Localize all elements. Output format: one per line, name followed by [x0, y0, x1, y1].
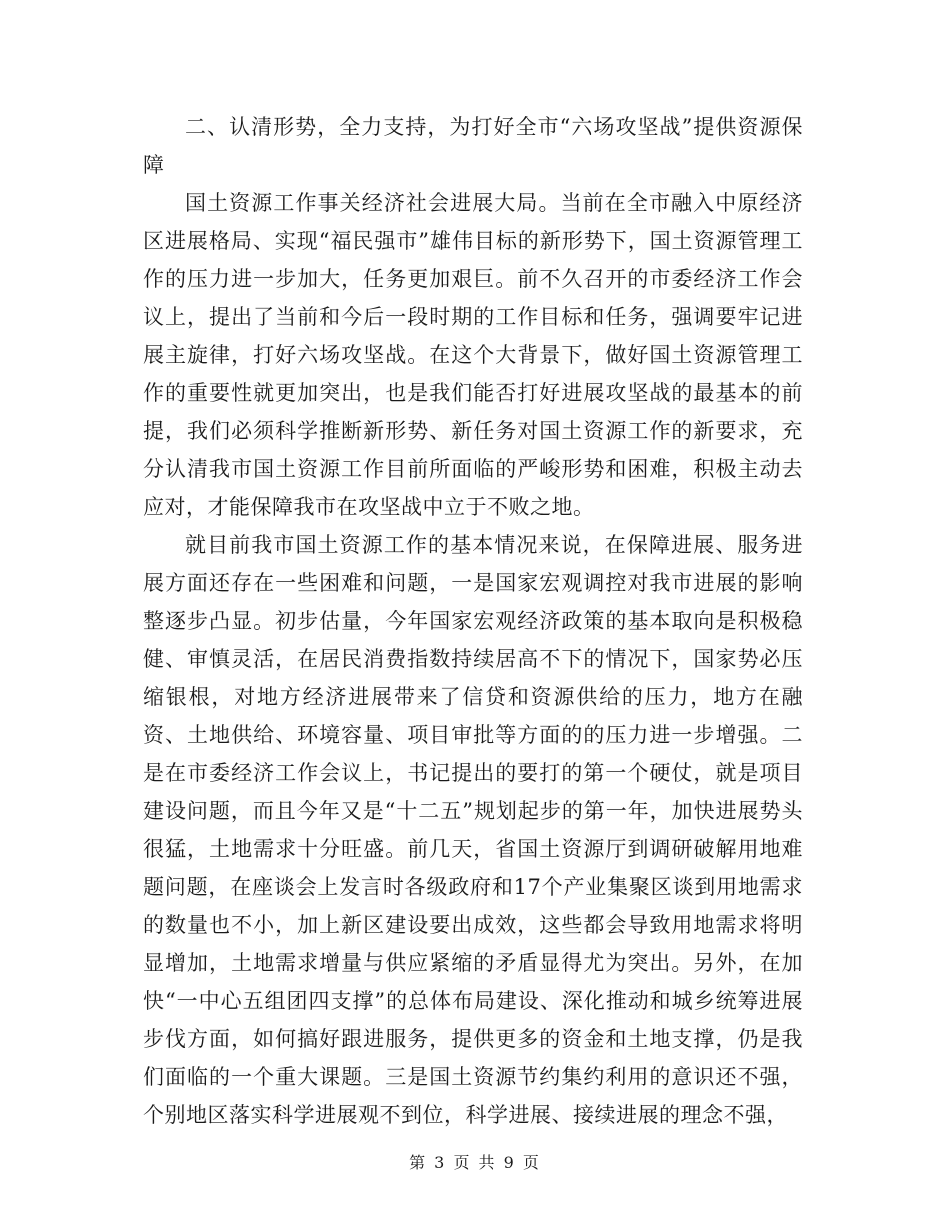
- page-number-footer: 第 3 页 共 9 页: [409, 1153, 541, 1172]
- body-paragraph: 就目前我市国土资源工作的基本情况来说，在保障进展、服务进展方面还存在一些困难和问题，一是国家宏观调控对我市进展的影响整逐步凸显。初步估量，今年国家宏观经济政策的基本取向是积极稳健、审慎灵活，在居民消费指数持续居高不下的情况下，国家势必压缩银根，对地方经济进展带来了信贷和资源供给的压力，地方在融资、土地供给、环境容量、项目审批等方面的的压力进一步增强。二是在市委经济工作会议上，书记提出的要打的第一个硬仗，就是项目建设问题，而且今年又是“十二五”规划起步的第一年，加快进展势头很猛，土地需求十分旺盛。前几天，省国土资源厅到调研破解用地难题问题，在座谈会上发言时各级政府和17个产业集聚区谈到用地需求的数量也不小，加上新区建设要出成效，这些都会导致用地需求将明显增加，土地需求增量与供应紧缩的矛盾显得尤为突出。另外，在加快“一中心五组团四支撑”的总体布局建设、深化推动和城乡统筹进展步伐方面，如何搞好跟进服务，提供更多的资金和土地支撑，仍是我们面临的一个重大课题。三是国土资源节约集约利用的意识还不强，个别地区落实科学进展观不到位，科学进展、接续进展的理念不强，: [143, 533, 803, 1127]
- document-body: [143, 108, 803, 1134]
- body-paragraph: 国土资源工作事关经济社会进展大局。当前在全市融入中原经济区进展格局、实现“福民强市”雄伟目标的新形势下，国土资源管理工作的压力进一步加大，任务更加艰巨。前不久召开的市委经济工作会议上，提出了当前和今后一段时期的工作目标和任务，强调要牢记进展主旋律，打好六场攻坚战。在这个大背景下，做好国土资源管理工作的重要性就更加突出，也是我们能否打好进展攻坚战的最基本的前提，我们必须科学推断新形势、新任务对国土资源工作的新要求，充分认清我市国土资源工作目前所面临的严峻形势和困难，积极主动去应对，才能保障我市在攻坚战中立于不败之地。: [143, 191, 803, 519]
- section-heading: 二、认清形势，全力支持，为打好全市“六场攻坚战”提供资源保障: [143, 115, 803, 177]
